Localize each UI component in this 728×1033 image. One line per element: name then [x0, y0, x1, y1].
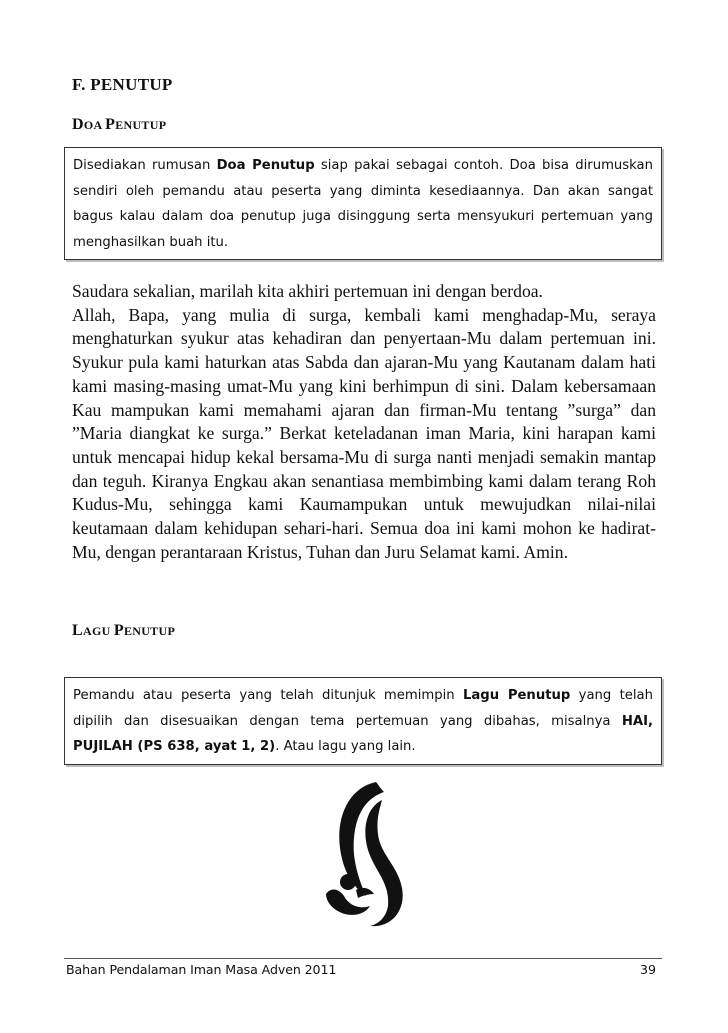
doa-penutup-heading: DOA PENUTUP	[72, 116, 167, 133]
footer-divider	[64, 958, 662, 959]
mother-child-icon	[318, 778, 418, 928]
section-title: F. PENUTUP	[72, 75, 173, 94]
prayer-text	[72, 280, 656, 564]
page-number: 39	[639, 962, 656, 977]
doa-instruction-box: Disediakan rumusan Doa Penutup siap pakai sebagai contoh. Doa bisa dirumuskan sendiri oleh pemandu atau peserta yang diminta kesediaannya. Dan akan sangat bagus kalau dalam doa penutup juga disinggung serta mensyukuri pertemuan yang menghasilkan buah itu.	[64, 147, 662, 260]
prayer-intro: Saudara sekalian, marilah kita akhiri pertemuan ini dengan berdoa.	[72, 281, 543, 301]
lagu-penutup-heading: LAGU PENUTUP	[72, 622, 176, 639]
footer-title: Bahan Pendalaman Iman Masa Adven 2011	[66, 962, 337, 977]
prayer-body: Allah, Bapa, yang mulia di surga, kembali kami menghadap-Mu, seraya menghaturkan syukur atas kehadiran dan penyertaan-Mu dalam pertemuan ini. Syukur pula kami haturkan atas Sabda dan ajaran-Mu yang Kautanam dalam hati kami masing-masing umat-Mu yang kini berhimpun di sini. Dalam kebersamaan Kau mampukan kami memahami ajaran dan firman-Mu tentang ”surga” dan ”Maria diangkat ke surga.” Berkat keteladanan iman Maria, kini harapan kami untuk mencapai hidup kekal bersama-Mu di surga nanti menjadi semakin mantap dan teguh. Kiranya Engkau akan senantiasa membimbing kami dalam terang Roh Kudus-Mu, sehingga kami Kaumampukan untuk mewujudkan nilai-nilai keutamaan dalam kehidupan sehari-hari. Semua doa ini kami mohon ke hadirat-Mu, dengan perantaraan Kristus, Tuhan dan Juru Selamat kami. Amin.	[72, 304, 656, 562]
lagu-instruction-box: Pemandu atau peserta yang telah ditunjuk memimpin Lagu Penutup yang telah dipilih dan disesuaikan dengan tema pertemuan yang dibahas, misalnya HAI, PUJILAH (PS 638, ayat 1, 2). Atau lagu yang lain.	[64, 677, 662, 765]
